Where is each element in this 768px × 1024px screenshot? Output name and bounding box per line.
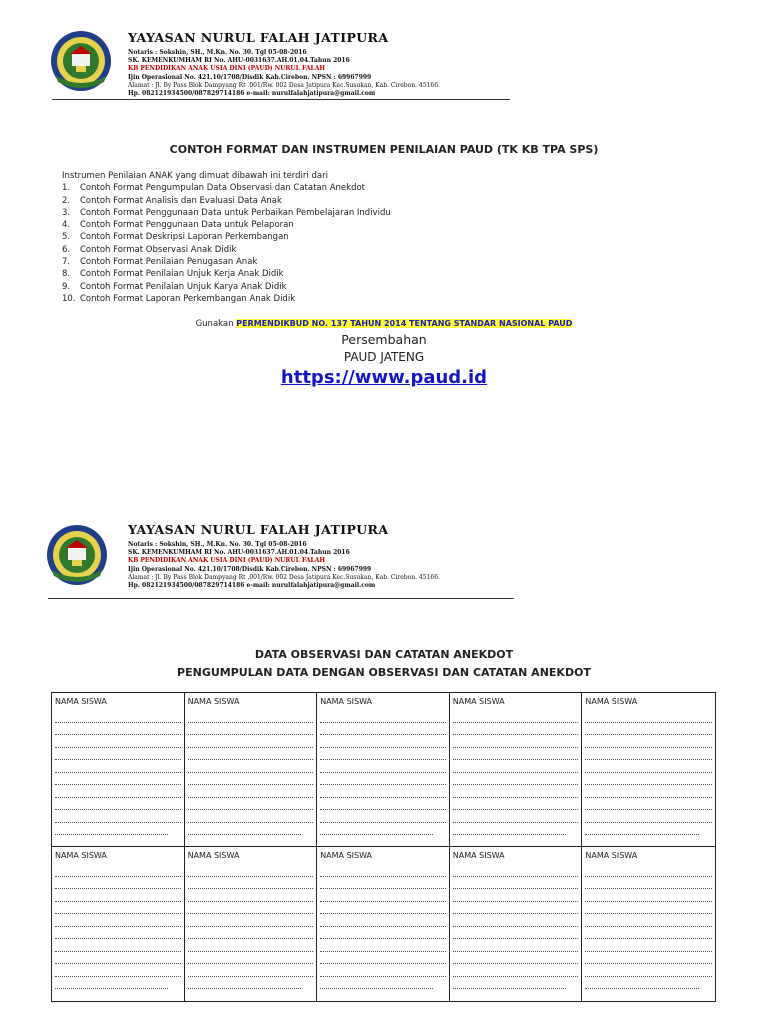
- dotted-line: [453, 798, 579, 811]
- student-name-label: NAMA SISWA: [187, 851, 240, 860]
- dotted-line: [188, 927, 314, 940]
- dotted-line: [320, 748, 446, 761]
- alamat-line: Alamat : Jl. By Pass Blok Dampyang Rt .001/Rw. 002 Desa Jatipura Kec.Susukan, Kab. Cirebon. 45166.: [128, 81, 440, 89]
- dotted-line: [453, 735, 579, 748]
- dotted-line: [55, 914, 181, 927]
- persembahan-text: Persembahan: [341, 332, 427, 347]
- dotted-line: [585, 964, 712, 977]
- dotted-line: [188, 902, 314, 915]
- dotted-line: [188, 748, 314, 761]
- contact-line: Hp. 082121934500/087829714186 e-mail: nurulfalahjatipura@gmail.com: [128, 90, 376, 98]
- dotted-line: [320, 823, 433, 836]
- dotted-line: [55, 964, 181, 977]
- dotted-line: [453, 864, 579, 877]
- dotted-line: [585, 823, 699, 836]
- list-item: 10. Contoh Format Laporan Perkembangan Anak Didik: [62, 293, 296, 304]
- dotted-line: [453, 927, 579, 940]
- observation-cell[interactable]: [450, 693, 583, 847]
- dotted-line: [188, 785, 314, 798]
- dotted-line: [320, 785, 446, 798]
- dotted-line: [585, 785, 712, 798]
- list-item: 2. Contoh Format Analisis dan Evaluasi Data Anak: [62, 195, 282, 206]
- dotted-line: [453, 889, 579, 902]
- list-item: 4. Contoh Format Penggunaan Data untuk Pelaporan: [62, 220, 294, 231]
- dotted-line: [453, 748, 579, 761]
- dotted-line: [585, 810, 712, 823]
- dotted-line: [453, 810, 579, 823]
- dotted-line: [55, 952, 181, 965]
- dotted-line: [188, 939, 314, 952]
- list-item: 6. Contoh Format Observasi Anak Didik: [62, 244, 237, 255]
- dotted-line: [320, 927, 446, 940]
- letterhead-rule: [52, 99, 510, 100]
- list-item: 5. Contoh Format Deskripsi Laporan Perkembangan: [62, 232, 289, 243]
- dotted-line: [188, 889, 314, 902]
- notaris-line: Notaris : Sokshin, SH., M.Kn. No. 30. Tgl 05-08-2016: [128, 49, 307, 56]
- dotted-line: [188, 952, 314, 965]
- dotted-line: [188, 735, 314, 748]
- dotted-line: [585, 902, 712, 915]
- dotted-line: [453, 773, 579, 786]
- dotted-line: [585, 735, 712, 748]
- dotted-line: [188, 977, 301, 990]
- dotted-line: [585, 952, 712, 965]
- sk-line: SK. KEMENKUMHAM RI No. AHU-0031637.AH.01.04.Tahun 2016: [128, 57, 350, 65]
- dotted-line: [320, 864, 446, 877]
- list-item: 9. Contoh Format Penilaian Unjuk Karya Anak Didik: [62, 281, 287, 292]
- dotted-line: [453, 710, 579, 723]
- student-name-label: NAMA SISWA: [320, 697, 373, 706]
- sk-line: SK. KEMENKUMHAM RI No. AHU-0031637.AH.01.04.Tahun 2016: [128, 549, 350, 557]
- dotted-line: [585, 798, 712, 811]
- observation-cell[interactable]: [582, 693, 715, 847]
- dotted-line: [320, 723, 446, 736]
- notaris-line: Notaris : Sokshin, SH., M.Kn. No. 30. Tgl 05-08-2016: [128, 541, 307, 548]
- dotted-line: [320, 798, 446, 811]
- section-title: DATA OBSERVASI DAN CATATAN ANEKDOT: [254, 648, 514, 661]
- dotted-line: [55, 798, 181, 811]
- dotted-line: [55, 735, 181, 748]
- dotted-line: [320, 735, 446, 748]
- dotted-line: [320, 877, 446, 890]
- dotted-line: [453, 914, 579, 927]
- dotted-line: [188, 914, 314, 927]
- contact-line: Hp. 082121934500/087829714186 e-mail: nurulfalahjatipura@gmail.com: [128, 582, 376, 590]
- letterhead-text: [128, 30, 520, 98]
- dotted-line: [320, 710, 446, 723]
- dotted-line: [320, 952, 446, 965]
- dotted-line: [188, 877, 314, 890]
- intro-lead: Instrumen Penilaian ANAK yang dimuat dibawah ini terdiri dari: [62, 171, 328, 181]
- document-title: CONTOH FORMAT DAN INSTRUMEN PENILAIAN PAUD (TK KB TPA SPS): [169, 143, 599, 156]
- letterhead-second: [50, 522, 520, 594]
- observation-cell[interactable]: [185, 847, 318, 1001]
- dotted-line: [585, 760, 712, 773]
- dotted-line: [55, 977, 168, 990]
- alamat-line: Alamat : Jl. By Pass Blok Dampyang Rt .001/Rw. 002 Desa Jatipura Kec.Susukan, Kab. Cirebon. 45166.: [128, 573, 440, 581]
- dotted-line: [55, 785, 181, 798]
- dotted-line: [55, 902, 181, 915]
- observation-cell[interactable]: [52, 847, 185, 1001]
- dotted-line: [453, 952, 579, 965]
- dotted-line: [585, 773, 712, 786]
- kb-line: KB PENDIDIKAN ANAK USIA DINI (PAUD) NURUL FALAH: [128, 65, 326, 73]
- observation-cell[interactable]: [582, 847, 715, 1001]
- list-item: 3. Contoh Format Penggunaan Data untuk Perbaikan Pembelajaran Individu: [62, 207, 391, 218]
- dotted-line: [320, 810, 446, 823]
- student-name-label: NAMA SISWA: [55, 697, 107, 706]
- dotted-line: [188, 864, 314, 877]
- dotted-line: [585, 864, 712, 877]
- dotted-line: [55, 939, 181, 952]
- dotted-line: [55, 823, 168, 836]
- observation-grid: [51, 692, 716, 1002]
- dotted-line: [320, 773, 446, 786]
- dotted-line: [585, 710, 712, 723]
- dotted-line: [55, 723, 181, 736]
- kb-line: KB PENDIDIKAN ANAK USIA DINI (PAUD) NURUL FALAH: [128, 557, 326, 565]
- dotted-line: [453, 902, 579, 915]
- student-name-label: NAMA SISWA: [187, 697, 240, 706]
- dotted-line: [55, 810, 181, 823]
- student-name-label: NAMA SISWA: [55, 851, 107, 860]
- intro-section: [62, 170, 391, 305]
- dotted-line: [453, 977, 566, 990]
- student-name-label: NAMA SISWA: [585, 697, 638, 706]
- dotted-line: [453, 760, 579, 773]
- ijin-line: Ijin Operasional No. 421.10/1708/Disdik Kab.Cirebon. NPSN : 69967999: [128, 565, 372, 573]
- observation-cell[interactable]: [317, 693, 450, 847]
- dotted-line: [320, 914, 446, 927]
- dotted-line: [188, 723, 314, 736]
- dotted-line: [585, 723, 712, 736]
- dotted-line: [188, 964, 314, 977]
- observation-cell[interactable]: [185, 693, 318, 847]
- letterhead-text: [128, 522, 520, 590]
- list-item: 8. Contoh Format Penilaian Unjuk Kerja Anak Didik: [62, 269, 284, 280]
- list-item: 1. Contoh Format Pengumpulan Data Observasi dan Catatan Anekdot: [62, 183, 366, 194]
- letterhead-rule: [48, 598, 514, 599]
- dotted-line: [55, 864, 181, 877]
- dotted-line: [585, 748, 712, 761]
- dotted-line: [55, 748, 181, 761]
- dotted-line: [320, 889, 446, 902]
- observation-cell[interactable]: [52, 693, 185, 847]
- dotted-line: [188, 760, 314, 773]
- dotted-line: [55, 889, 181, 902]
- dotted-line: [585, 889, 712, 902]
- gunakan-line: Gunakan PERMENDIKBUD NO. 137 TAHUN 2014 TENTANG STANDAR NASIONAL PAUD: [195, 319, 573, 329]
- list-item: 7. Contoh Format Penilaian Penugasan Anak: [62, 257, 258, 268]
- dotted-line: [55, 927, 181, 940]
- student-name-label: NAMA SISWA: [585, 851, 638, 860]
- observation-cell[interactable]: [450, 847, 583, 1001]
- school-emblem-logo: [46, 524, 108, 586]
- dotted-line: [585, 914, 712, 927]
- dotted-line: [585, 977, 699, 990]
- dotted-line: [320, 964, 446, 977]
- dotted-line: [320, 902, 446, 915]
- dotted-line: [453, 785, 579, 798]
- dotted-line: [453, 964, 579, 977]
- dotted-line: [188, 798, 314, 811]
- observation-cell[interactable]: [317, 847, 450, 1001]
- dotted-line: [188, 710, 314, 723]
- dotted-line: [585, 939, 712, 952]
- dotted-line: [188, 773, 314, 786]
- dotted-line: [320, 977, 433, 990]
- letterhead-top: [50, 30, 520, 102]
- student-name-label: NAMA SISWA: [452, 697, 505, 706]
- dotted-line: [453, 823, 566, 836]
- ijin-line: Ijin Operasional No. 421.10/1708/Disdik Kab.Cirebon. NPSN : 69967999: [128, 73, 372, 81]
- dotted-line: [55, 710, 181, 723]
- dotted-line: [188, 810, 314, 823]
- dotted-line: [320, 760, 446, 773]
- foundation-name: YAYASAN NURUL FALAH JATIPURA: [128, 30, 389, 45]
- foundation-name: YAYASAN NURUL FALAH JATIPURA: [128, 522, 389, 537]
- format-list: [62, 182, 391, 305]
- dotted-line: [320, 939, 446, 952]
- section-subtitle: PENGUMPULAN DATA DENGAN OBSERVASI DAN CATATAN ANEKDOT: [177, 666, 591, 679]
- student-name-label: NAMA SISWA: [320, 851, 373, 860]
- dotted-line: [585, 927, 712, 940]
- permendikbud-highlight: PERMENDIKBUD NO. 137 TAHUN 2014 TENTANG STANDAR NASIONAL PAUD: [236, 319, 573, 328]
- dotted-line: [453, 723, 579, 736]
- dotted-line: [55, 760, 181, 773]
- paud-jateng-text: PAUD JATENG: [343, 350, 425, 364]
- dotted-line: [55, 877, 181, 890]
- dotted-line: [585, 877, 712, 890]
- dotted-line: [453, 939, 579, 952]
- dotted-line: [453, 877, 579, 890]
- school-emblem-logo: [50, 30, 112, 92]
- dotted-line: [188, 823, 301, 836]
- paud-link[interactable]: https://www.paud.id: [280, 367, 488, 388]
- student-name-label: NAMA SISWA: [452, 851, 505, 860]
- dotted-line: [55, 773, 181, 786]
